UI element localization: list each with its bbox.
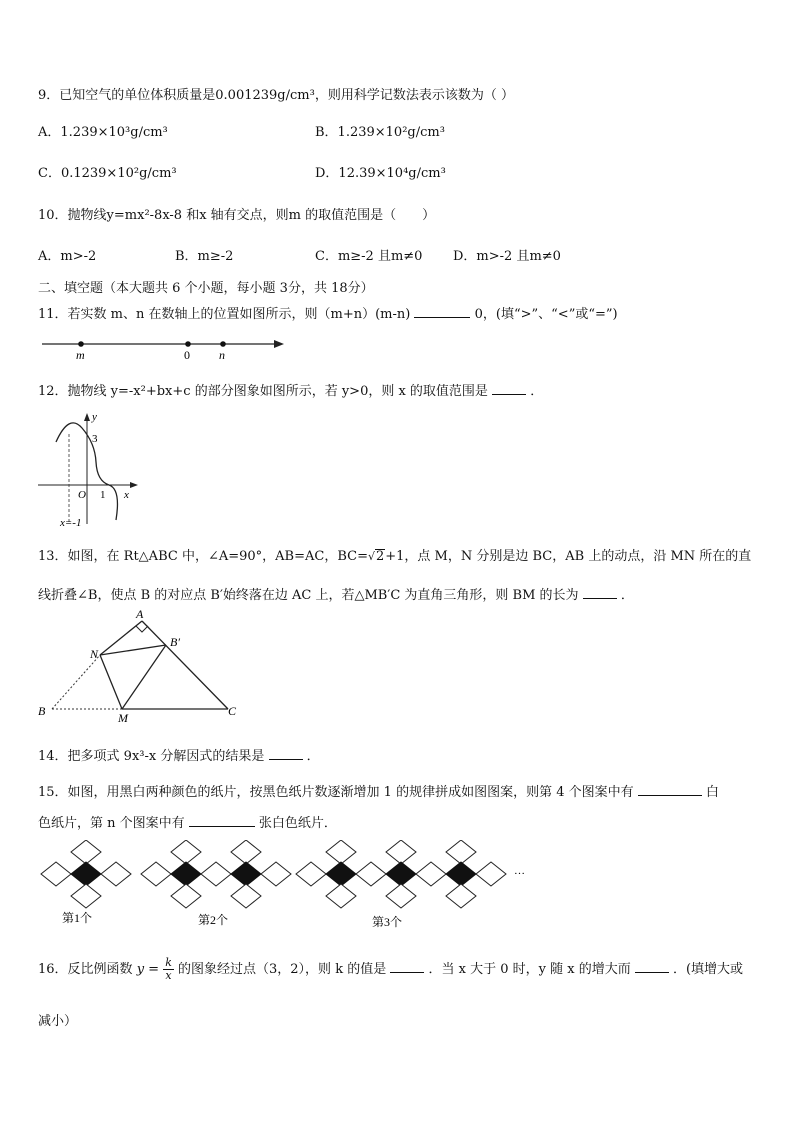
q15-line2-b: 张白色纸片． (258, 816, 337, 831)
q13-line2-b: ． (620, 588, 634, 603)
q15-pattern-3 (296, 840, 506, 908)
q13-label-c: C (228, 704, 237, 718)
q12-stem-a: 12．抛物线 y=-x²+bx+c 的部分图象如图所示，若 y>0，则 x 的取值范围是 (38, 384, 488, 399)
q13-triangle-figure (36, 606, 246, 724)
q13-line1-a: 13．如图，在 Rt△ABC 中，∠A=90°，AB=AC，BC= (38, 549, 368, 564)
q16-line1-d: ．(填增大或 (672, 962, 744, 977)
q15-line1 (38, 781, 719, 800)
q10-option-c[interactable]: C．m≥-2 且m≠0 (315, 249, 423, 264)
q16-frac-den: x (165, 969, 172, 982)
q11-answer-blank[interactable] (414, 305, 470, 318)
q11-number-line (38, 332, 288, 362)
q16-func-lhs: y = (136, 962, 160, 977)
q10-stem: 10．抛物线y=mx²-8x-8 和x 轴有交点，则m 的取值范围是（ ） (38, 208, 436, 223)
q13-label-b-prime: B′ (170, 635, 180, 649)
q13-sqrt-arg: 2 (375, 549, 385, 564)
q14-stem (38, 745, 320, 764)
q11-stem (38, 303, 618, 322)
q16-fraction (163, 957, 174, 982)
q11-label-m: m (76, 348, 85, 362)
q10-option-d[interactable]: D．m>-2 且m≠0 (453, 249, 561, 264)
q12-label-x: x (124, 489, 129, 501)
q13-line2 (38, 584, 634, 603)
q11-label-0: 0 (184, 348, 190, 362)
q16-line1-c: ．当 x 大于 0 时，y 随 x 的增大而 (428, 962, 631, 977)
q16-line1-a: 16．反比例函数 (38, 962, 133, 977)
q15-tile-patterns (38, 840, 538, 932)
q15-line1-a: 15．如图，用黑白两种颜色的纸片，按黑色纸片数逐渐增加 1 的规律拼成如图图案，则第 4 个图案中有 (38, 785, 634, 800)
q16-line2: 减小） (38, 1014, 78, 1029)
q10-option-a[interactable]: A．m>-2 (38, 249, 97, 264)
q15-line2-a: 色纸片，第 n 个图案中有 (38, 816, 185, 831)
q16-line1 (38, 956, 743, 984)
q9-option-d[interactable]: D．12.39×10⁴g/cm³ (315, 166, 446, 181)
q10-option-b[interactable]: B．m≥-2 (175, 249, 234, 264)
q13-answer-blank[interactable] (583, 586, 617, 599)
q15-label-3: 第3个 (372, 915, 403, 929)
q13-line1-b: +1，点 M，N 分别是边 BC，AB 上的动点，沿 MN 所在的直 (385, 549, 752, 564)
q9-option-c[interactable]: C．0.1239×10²g/cm³ (38, 166, 177, 181)
q13-label-b: B (38, 704, 46, 718)
q15-pattern-2 (141, 840, 291, 908)
q13-label-n: N (90, 647, 99, 661)
q12-stem (38, 380, 543, 399)
q16-answer-blank-1[interactable] (390, 960, 424, 973)
q15-answer-blank-2[interactable] (189, 814, 255, 827)
q13-label-m: M (118, 711, 128, 724)
q12-label-y: y (92, 411, 97, 423)
q15-label-2: 第2个 (198, 913, 229, 927)
q13-line1: 13．如图，在 Rt△ABC 中，∠A=90°，AB=AC，BC=√2+1，点 M，N 分别是边 BC，AB 上的动点，沿 MN 所在的直 (38, 549, 752, 564)
q12-label-origin: O (78, 489, 86, 501)
q14-stem-b: ． (306, 749, 320, 764)
q12-label-3: 3 (92, 433, 98, 445)
q9-option-a[interactable]: A．1.239×10³g/cm³ (38, 125, 168, 140)
q15-answer-blank-1[interactable] (638, 783, 702, 796)
q12-answer-blank[interactable] (492, 382, 526, 395)
q14-answer-blank[interactable] (269, 747, 303, 760)
q15-line1-b: 白 (705, 785, 719, 800)
q13-label-a: A (136, 607, 144, 621)
q11-stem-a: 11．若实数 m、n 在数轴上的位置如图所示，则（m+n）(m-n) (38, 307, 411, 322)
q15-ellipsis: … (514, 865, 525, 877)
q12-stem-b: ． (530, 384, 544, 399)
q9-option-b[interactable]: B．1.239×10²g/cm³ (315, 125, 445, 140)
q12-label-axis: x=-1 (60, 517, 82, 528)
q16-line1-b: 的图象经过点（3，2），则 k 的值是 (178, 962, 387, 977)
q15-line2 (38, 812, 337, 831)
section-heading: 二、填空题（本大题共 6 个小题，每小题 3分，共 18分） (38, 281, 374, 296)
q14-stem-a: 14．把多项式 9x³-x 分解因式的结果是 (38, 749, 265, 764)
q9-stem: 9．已知空气的单位体积质量是0.001239g/cm³，则用科学记数法表示该数为（ ） (38, 88, 514, 103)
q15-label-1: 第1个 (62, 911, 93, 925)
q12-label-1: 1 (100, 489, 106, 501)
q11-stem-b: 0，(填“>”、“<”或“=”) (474, 307, 618, 322)
q16-frac-num: k (165, 956, 172, 969)
q16-answer-blank-2[interactable] (635, 960, 669, 973)
q15-pattern-1 (41, 840, 131, 908)
q12-parabola-graph (36, 406, 146, 528)
q11-label-n: n (219, 348, 225, 362)
q13-line2-a: 线折叠∠B，使点 B 的对应点 B′始终落在边 AC 上，若△MB′C 为直角三角形，则 BM 的长为 (38, 588, 579, 603)
